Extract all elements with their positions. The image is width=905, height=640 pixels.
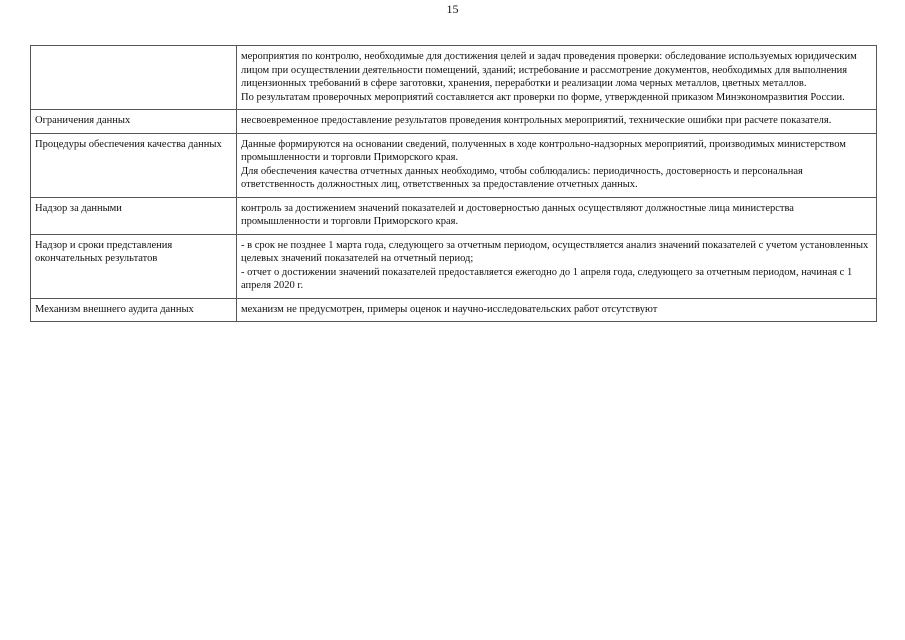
table-row [31, 298, 877, 322]
row-label: Надзор за данными [31, 197, 237, 234]
table-row [31, 234, 877, 298]
table-row [31, 110, 877, 134]
table-row [31, 46, 877, 110]
row-label: Надзор и сроки представления окончательных результатов [31, 234, 237, 298]
table-row [31, 197, 877, 234]
content-paragraph: мероприятия по контролю, необходимые для достижения целей и задач проведения проверки: обследование используемых юридическим лицом при осуществлении деятельности помещений, зданий; истребование и рассмотрение документов, необходимых для выполнения лицензионных требований в сфере заготовки, хранения, переработки и реализации лома черных металлов, цветных металлов. [241, 51, 857, 89]
content-paragraph: - в срок не позднее 1 марта года, следующего за отчетным периодом, осуществляется анализ значений показателей с учетом установленных целевых значений показателей на отчетный период; [241, 239, 869, 264]
row-content [237, 133, 877, 197]
content-paragraph: - отчет о достижении значений показателей предоставляется ежегодно до 1 апреля года, следующего за отчетным периодом, начиная с 1 апреля 2020 г. [241, 266, 853, 291]
row-content [237, 110, 877, 134]
content-paragraph: несвоевременное предоставление результатов проведения контрольных мероприятий, технические ошибки при расчете показателя. [241, 115, 832, 126]
row-label [31, 46, 237, 110]
row-label: Процедуры обеспечения качества данных [31, 133, 237, 197]
table-row [31, 133, 877, 197]
row-label: Ограничения данных [31, 110, 237, 134]
content-paragraph: механизм не предусмотрен, примеры оценок и научно-исследовательских работ отсутствуют [241, 303, 658, 315]
page-number: 15 [446, 2, 459, 16]
row-content [237, 298, 877, 322]
content-paragraph: контроль за достижением значений показателей и достоверностью данных осуществляют должностные лица министерства промышленности и торговли Приморского края. [241, 202, 794, 227]
data-quality-table [30, 45, 877, 322]
content-paragraph: Для обеспечения качества отчетных данных необходимо, чтобы соблюдались: периодичность, достоверность и персональная ответственность должностных лиц, ответственных за предоставление отчетных данных. [241, 165, 803, 190]
content-paragraph: Данные формируются на основании сведений, полученных в ходе контрольно-надзорных мероприятий, производимых министерством промышленности и торговли Приморского края. [241, 138, 846, 163]
row-content [237, 197, 877, 234]
content-paragraph: По результатам проверочных мероприятий составляется акт проверки по форме, утвержденной приказом Минэкономразвития России. [241, 91, 845, 103]
row-content [237, 234, 877, 298]
row-content [237, 46, 877, 110]
row-label: Механизм внешнего аудита данных [31, 298, 237, 322]
